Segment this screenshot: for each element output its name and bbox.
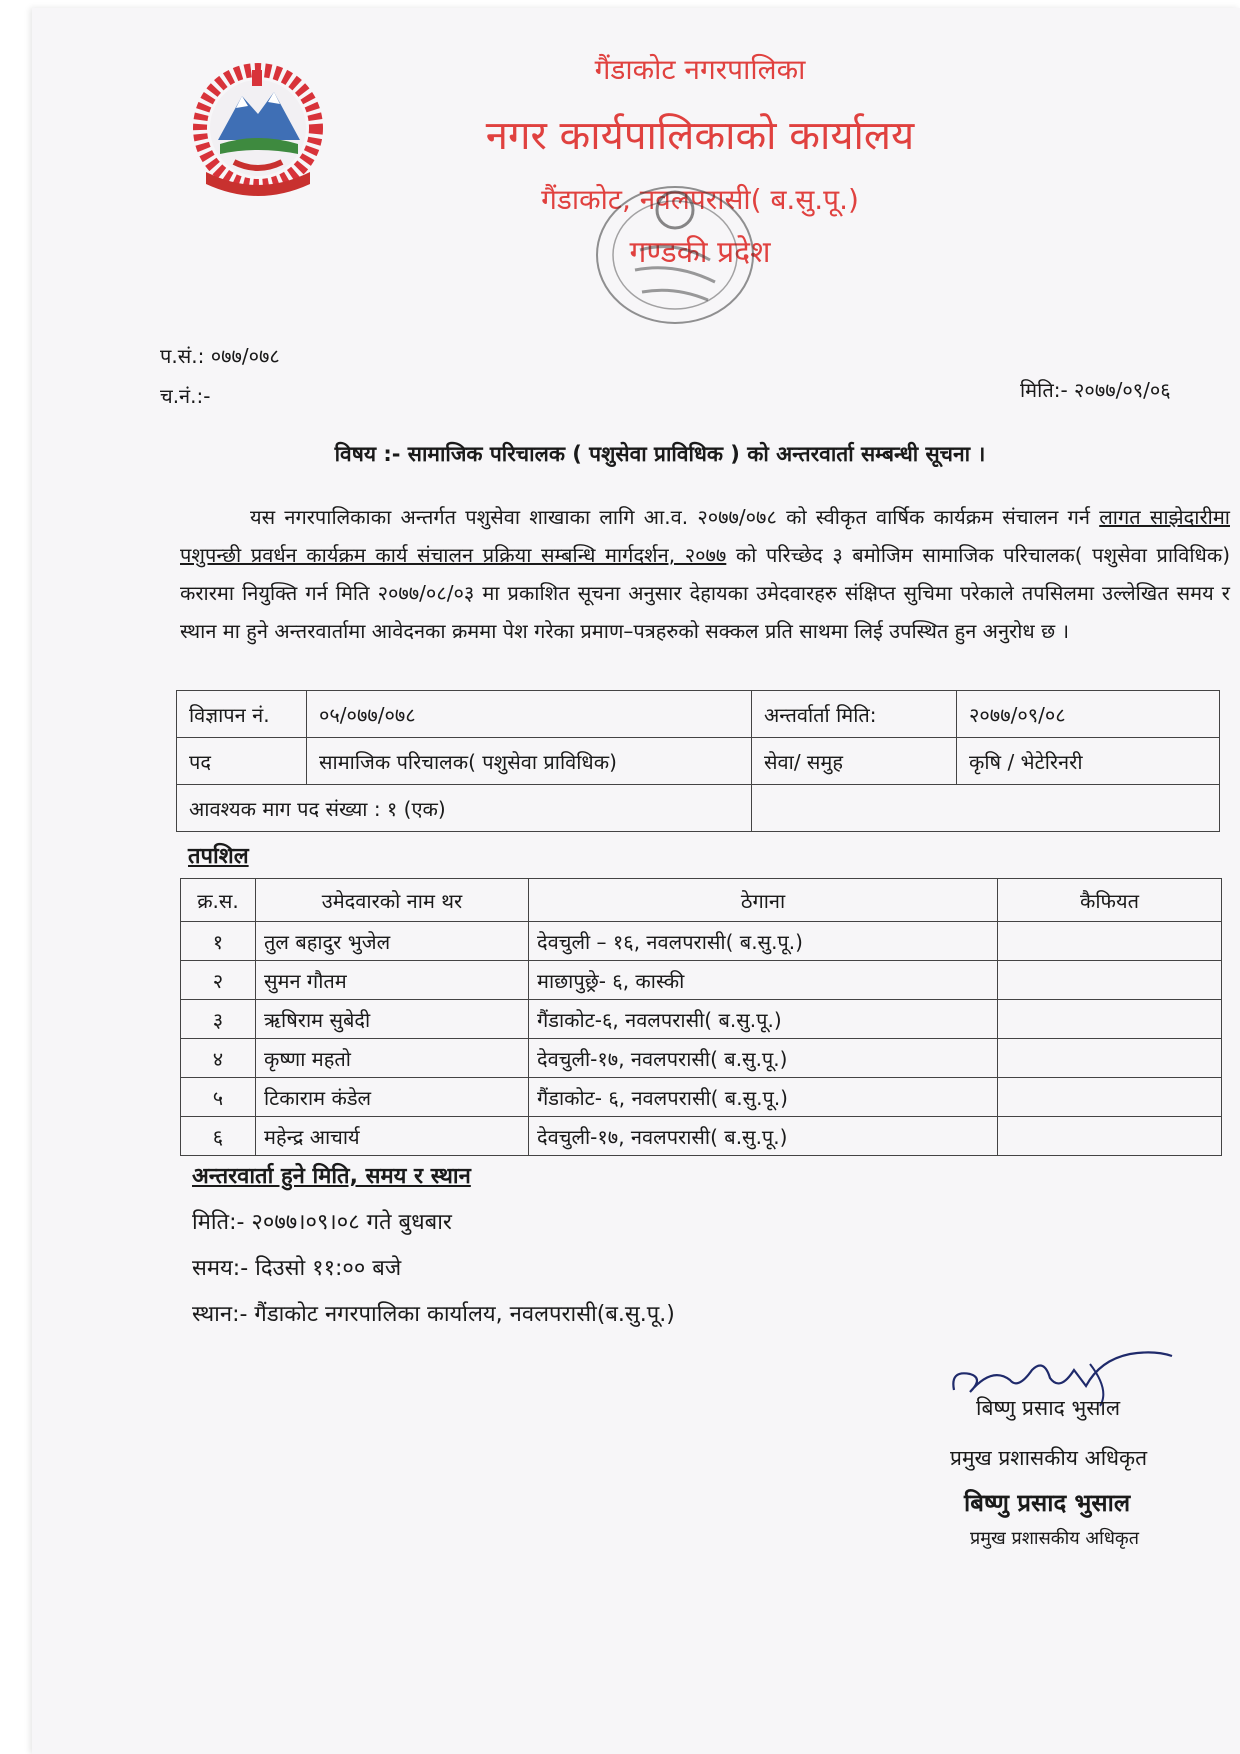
- candidates-table: [180, 878, 1222, 1156]
- body-text-part1: यस नगरपालिकाका अन्तर्गत पशुसेवा शाखाका लागि आ.व. २०७७/०७८ को स्वीकृत वार्षिक कार्यक्रम संचालन गर्न: [250, 505, 1100, 529]
- row-remarks: [998, 1000, 1222, 1039]
- post-label: पद: [177, 738, 307, 785]
- table-row: [181, 922, 1222, 961]
- letter-date: मिति:- २०७७/०९/०६: [1020, 378, 1171, 402]
- row-remarks: [998, 1039, 1222, 1078]
- interview-date-value: २०७७/०९/०८: [957, 691, 1220, 738]
- interview-details-title: अन्तरवार्ता हुने मिति, समय र स्थान: [192, 1164, 471, 1189]
- row-sn: ५: [181, 1078, 256, 1117]
- row-name: महेन्द्र आचार्य: [256, 1117, 529, 1156]
- required-posts: आवश्यक माग पद संख्या : १ (एक): [177, 785, 752, 832]
- interview-date: मिति:- २०७७।०९।०८ गते बुधबार: [192, 1210, 452, 1235]
- table-row: [181, 1078, 1222, 1117]
- row-name: कृष्णा महतो: [256, 1039, 529, 1078]
- empty-cell: [752, 785, 1220, 832]
- letter-number: प.सं.: ०७७/०७८: [160, 344, 280, 368]
- interview-time: समय:- दिउसो ११:०० बजे: [192, 1256, 402, 1281]
- ad-number-value: ०५/०७७/०७८: [307, 691, 752, 738]
- row-sn: २: [181, 961, 256, 1000]
- row-address: देवचुली – १६, नवलपरासी( ब.सु.पू.): [529, 922, 998, 961]
- office-seal-stamp: [580, 170, 770, 340]
- row-address: माछापुछ्रे- ६, कास्की: [529, 961, 998, 1000]
- guideline-reference: लागत साझेदारीमा पशुपन्छी प्रवर्धन कार्यक्रम कार्य संचालन प्रक्रिया सम्बन्धि मार्गदर्शन, २०७७: [180, 505, 1230, 567]
- col-header-name: उमेदवारको नाम थर: [256, 879, 529, 922]
- table-row: [181, 1039, 1222, 1078]
- vacancy-info-table: [176, 690, 1220, 832]
- row-address: देवचुली-१७, नवलपरासी( ब.सु.पू.): [529, 1039, 998, 1078]
- dispatch-number: च.नं.:-: [160, 384, 211, 408]
- notice-subject: विषय :- सामाजिक परिचालक ( पशुसेवा प्राविधिक ) को अन्तरवार्ता सम्बन्धी सूचना ।: [334, 442, 986, 466]
- table-row: [181, 961, 1222, 1000]
- row-name: टिकाराम कंडेल: [256, 1078, 529, 1117]
- row-name: तुल बहादुर भुजेल: [256, 922, 529, 961]
- office-name: नगर कार्यपालिकाको कार्यालय: [485, 113, 915, 159]
- row-sn: ३: [181, 1000, 256, 1039]
- row-remarks: [998, 922, 1222, 961]
- service-label: सेवा/ समुह: [752, 738, 957, 785]
- signatory-name: बिष्णु प्रसाद भुसाल: [976, 1396, 1121, 1420]
- post-value: सामाजिक परिचालक( पशुसेवा प्राविधिक): [307, 738, 752, 785]
- service-value: कृषि / भेटेरिनरी: [957, 738, 1220, 785]
- row-address: गैंडाकोट- ६, नवलपरासी( ब.सु.पू.): [529, 1078, 998, 1117]
- col-header-remarks: कैफियत: [998, 879, 1222, 922]
- row-remarks: [998, 1117, 1222, 1156]
- table-row: [181, 1117, 1222, 1156]
- row-address: गैंडाकोट-६, नवलपरासी( ब.सु.पू.): [529, 1000, 998, 1039]
- row-sn: १: [181, 922, 256, 961]
- col-header-sn: क्र.स.: [181, 879, 256, 922]
- municipality-name: गैंडाकोट नगरपालिका: [594, 53, 806, 86]
- row-remarks: [998, 961, 1222, 1000]
- row-address: देवचुली-१७, नवलपरासी( ब.सु.पू.): [529, 1117, 998, 1156]
- tapasil-title: तपशिल: [188, 844, 249, 869]
- row-remarks: [998, 1078, 1222, 1117]
- stamp-signatory-name: बिष्णु प्रसाद भुसाल: [964, 1489, 1131, 1517]
- signatory-designation: प्रमुख प्रशासकीय अधिकृत: [950, 1446, 1148, 1470]
- row-name: सुमन गौतम: [256, 961, 529, 1000]
- row-name: ऋषिराम सुबेदी: [256, 1000, 529, 1039]
- nepal-emblem-icon: [176, 62, 340, 202]
- col-header-address: ठेगाना: [529, 879, 998, 922]
- row-sn: ४: [181, 1039, 256, 1078]
- notice-body: [180, 498, 1230, 650]
- office-address: गैंडाकोट, नवलपरासी( ब.सु.पू.): [541, 183, 859, 216]
- body-text-part2: को परिच्छेद ३ बमोजिम सामाजिक परिचालक( पशुसेवा प्राविधिक) करारमा नियुक्ति गर्न मिति २०७७/०८/०३ मा प्रकाशित सूचना अनुसार देहायका उमेदवारहरु संक्षिप्त सुचिमा परेकाले तपसिलमा उल्लेखित समय र स्थान मा हुने अन्तरवार्तामा आवेदनका क्रममा पेश गरेका प्रमाण–पत्रहरुको सक्कल प्रति साथमा लिई उपस्थित हुन अनुरोध छ ।: [180, 543, 1231, 643]
- ad-number-label: विज्ञापन नं.: [177, 691, 307, 738]
- province-name: गण्डकी प्रदेश: [629, 235, 771, 270]
- table-row: [181, 1000, 1222, 1039]
- interview-date-label: अन्तर्वार्ता मिति:: [752, 691, 957, 738]
- interview-place: स्थान:- गैंडाकोट नगरपालिका कार्यालय, नवलपरासी(ब.सु.पू.): [192, 1302, 675, 1327]
- stamp-signatory-designation: प्रमुख प्रशासकीय अधिकृत: [970, 1528, 1139, 1549]
- row-sn: ६: [181, 1117, 256, 1156]
